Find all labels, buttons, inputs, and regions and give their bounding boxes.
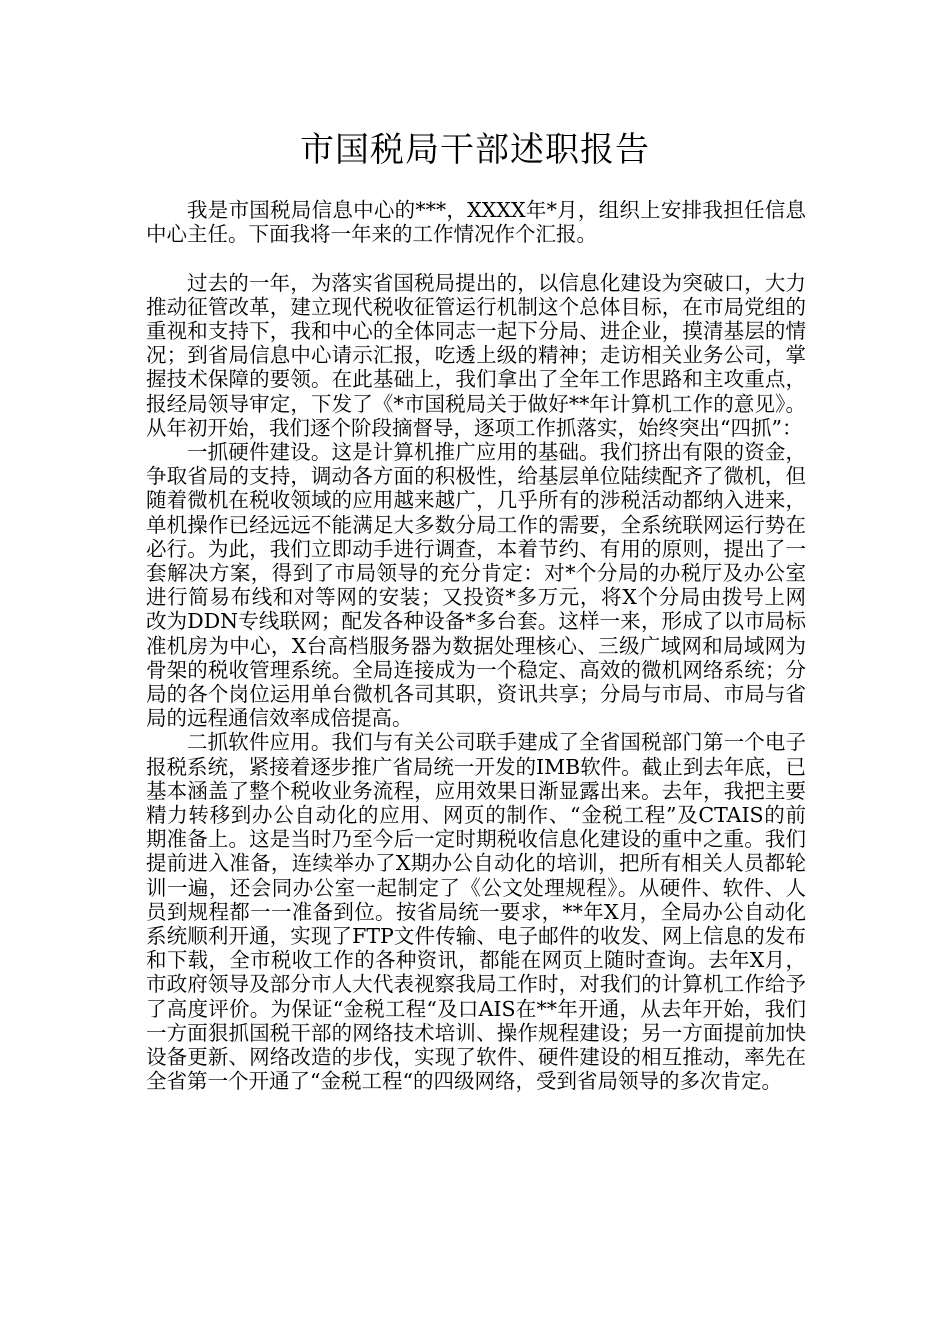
paragraph-overview: 过去的一年，为落实省国税局提出的，以信息化建设为突破口，大力推动征管改革，建立现代税收征管运行机制这个总体目标，在市局党组的重视和支持下，我和中心的全体同志一起下分局、进企业，摸清基层的情况；到省局信息中心请示汇报，吃透上级的精神；走访相关业务公司，掌握技术保障的要领。在此基础上，我们拿出了全年工作思路和主攻重点，报经局领导审定，下发了《*市国税局关于做好**年计算机工作的意见》。从年初开始，我们逐个阶段摘督导，逐项工作抓落实，始终突出“四抓”：	[146, 270, 806, 440]
document-title: 市国税局干部述职报告	[300, 130, 650, 170]
paragraph-hardware: 一抓硬件建设。这是计算机推广应用的基础。我们挤出有限的资金，争取省局的支持，调动各方面的积极性，给基层单位陆续配齐了微机，但随着微机在税收领域的应用越来越广，几乎所有的涉税活动都纳入进来，单机操作已经远远不能满足大多数分局工作的需要，全系统联网运行势在必行。为此，我们立即动手进行调查，本着节约、有用的原则，提出了一套解决方案，得到了市局领导的充分肯定：对*个分局的办税厅及办公室进行简易布线和对等网的安装；又投资*多万元，将X个分局由拨号上网改为DDN专线联网；配发各种设备*多台套。这样一来，形成了以市局标准机房为中心，X台高档服务器为数据处理核心、三级广域网和局域网为骨架的税收管理系统。全局连接成为一个稳定、高效的微机网络系统；分局的各个岗位运用单台微机各司其职，资讯共享；分局与市局、市局与省局的远程通信效率成倍提高。	[146, 440, 806, 731]
paragraph-software: 二抓软件应用。我们与有关公司联手建成了全省国税部门第一个电子报税系统，紧接着逐步推广省局统一开发的IMB软件。截止到去年底，已基本涵盖了整个税收业务流程，应用效果日渐显露出来。去年，我把主要精力转移到办公自动化的应用、网页的制作、“金税工程”及CTAIS的前期准备上。这是当时乃至今后一定时期税收信息化建设的重中之重。我们提前进入准备，连续举办了X期办公自动化的培训，把所有相关人员都轮训一遍，还会同办公室一起制定了《公文处理规程》。从硬件、软件、人员到规程都一一准备到位。按省局统一要求，**年X月，全局办公自动化系统顺利开通，实现了FTP文件传输、电子邮件的收发、网上信息的发布和下载，全市税收工作的各种资讯，都能在网页上随时查询。去年X月，市政府领导及部分市人大代表视察我局工作时，对我们的计算机工作给予了高度评价。为保证“金税工程“及口AIS在**年开通，从去年开始，我们一方面狠抓国税干部的网络技术培训、操作规程建设；另一方面提前加快设备更新、网络改造的步伐，实现了软件、硬件建设的相互推动，率先在全省第一个开通了“金税工程“的四级网络，受到省局领导的多次肯定。	[146, 730, 806, 1094]
paragraph-intro: 我是市国税局信息中心的***，XXXX年*月，组织上安排我担任信息中心主任。下面我将一年来的工作情况作个汇报。	[146, 198, 806, 247]
document-body	[146, 198, 806, 1094]
